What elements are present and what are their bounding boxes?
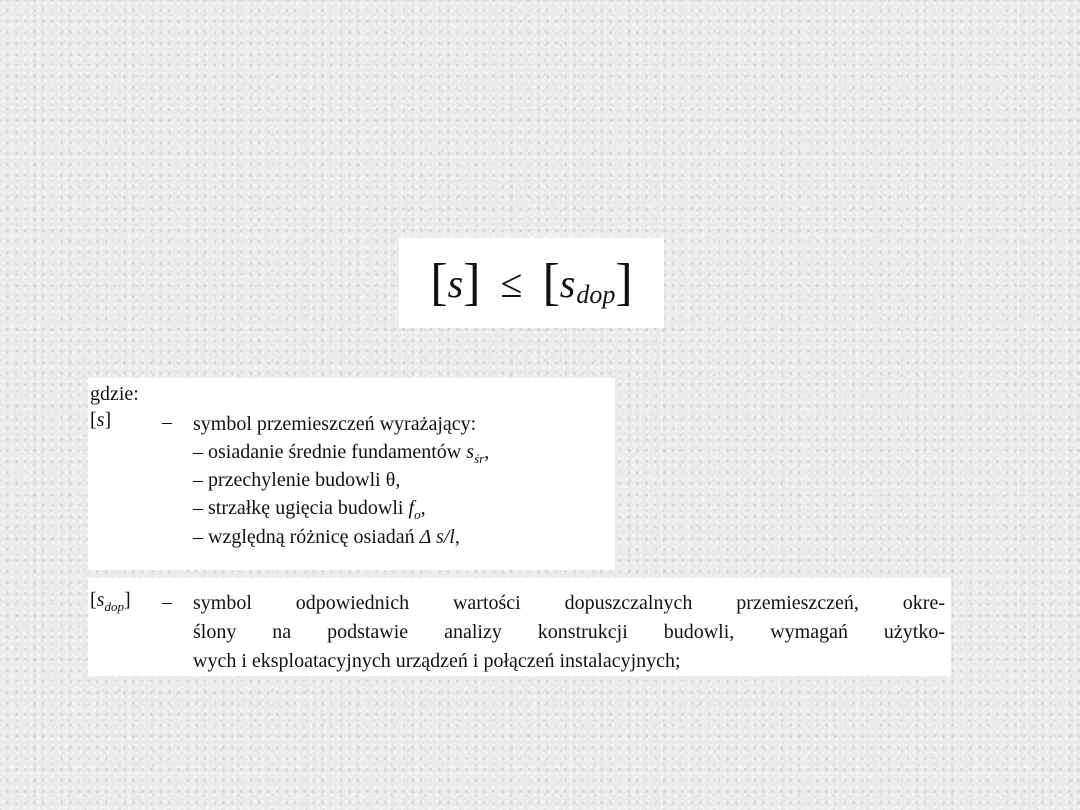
displacement-inequality (399, 238, 664, 328)
left-bracket: [ (542, 254, 560, 311)
definitions-intro: gdzie: (90, 383, 139, 405)
formula-rhs-subscript: dop (576, 280, 616, 309)
formula-panel (399, 238, 664, 328)
formula-lhs-symbol: s (447, 260, 464, 306)
sdop-definition-panel (88, 578, 951, 676)
list-item-relative-settlement: – względną różnicę osiadań Δ s/l, (193, 526, 460, 548)
sdop-symbol-label: $[s_{dop}]$ (90, 589, 131, 614)
sdop-line-2: ślony na podstawie analizy konstrukcji budowli, wymagań użytko- (193, 621, 945, 643)
formula-relation: ≤ (500, 260, 523, 306)
list-item-deflection: – strzałkę ugięcia budowli $f_o$, (193, 497, 426, 522)
s-symbol-label: [s] (90, 409, 112, 431)
s-description: symbol przemieszczeń wyrażający: (193, 413, 477, 435)
sdop-line-3: wych i eksploatacyjnych urządzeń i połączeń instalacyjnych; (193, 650, 681, 672)
right-bracket: ] (463, 254, 481, 311)
right-bracket: ] (615, 254, 633, 311)
definitions-panel (88, 378, 615, 570)
left-bracket: [ (430, 254, 448, 311)
s-dash: – (162, 411, 172, 433)
sdop-line-1: symbol odpowiednich wartości dopuszczalnych przemieszczeń, okre- (193, 592, 945, 614)
list-item-settlement: – osiadanie średnie fundamentów $s_{śr}$, (193, 441, 490, 466)
sdop-dash: – (162, 591, 172, 613)
formula-rhs-symbol: s (559, 260, 576, 306)
list-item-tilt: – przechylenie budowli θ, (193, 469, 401, 491)
